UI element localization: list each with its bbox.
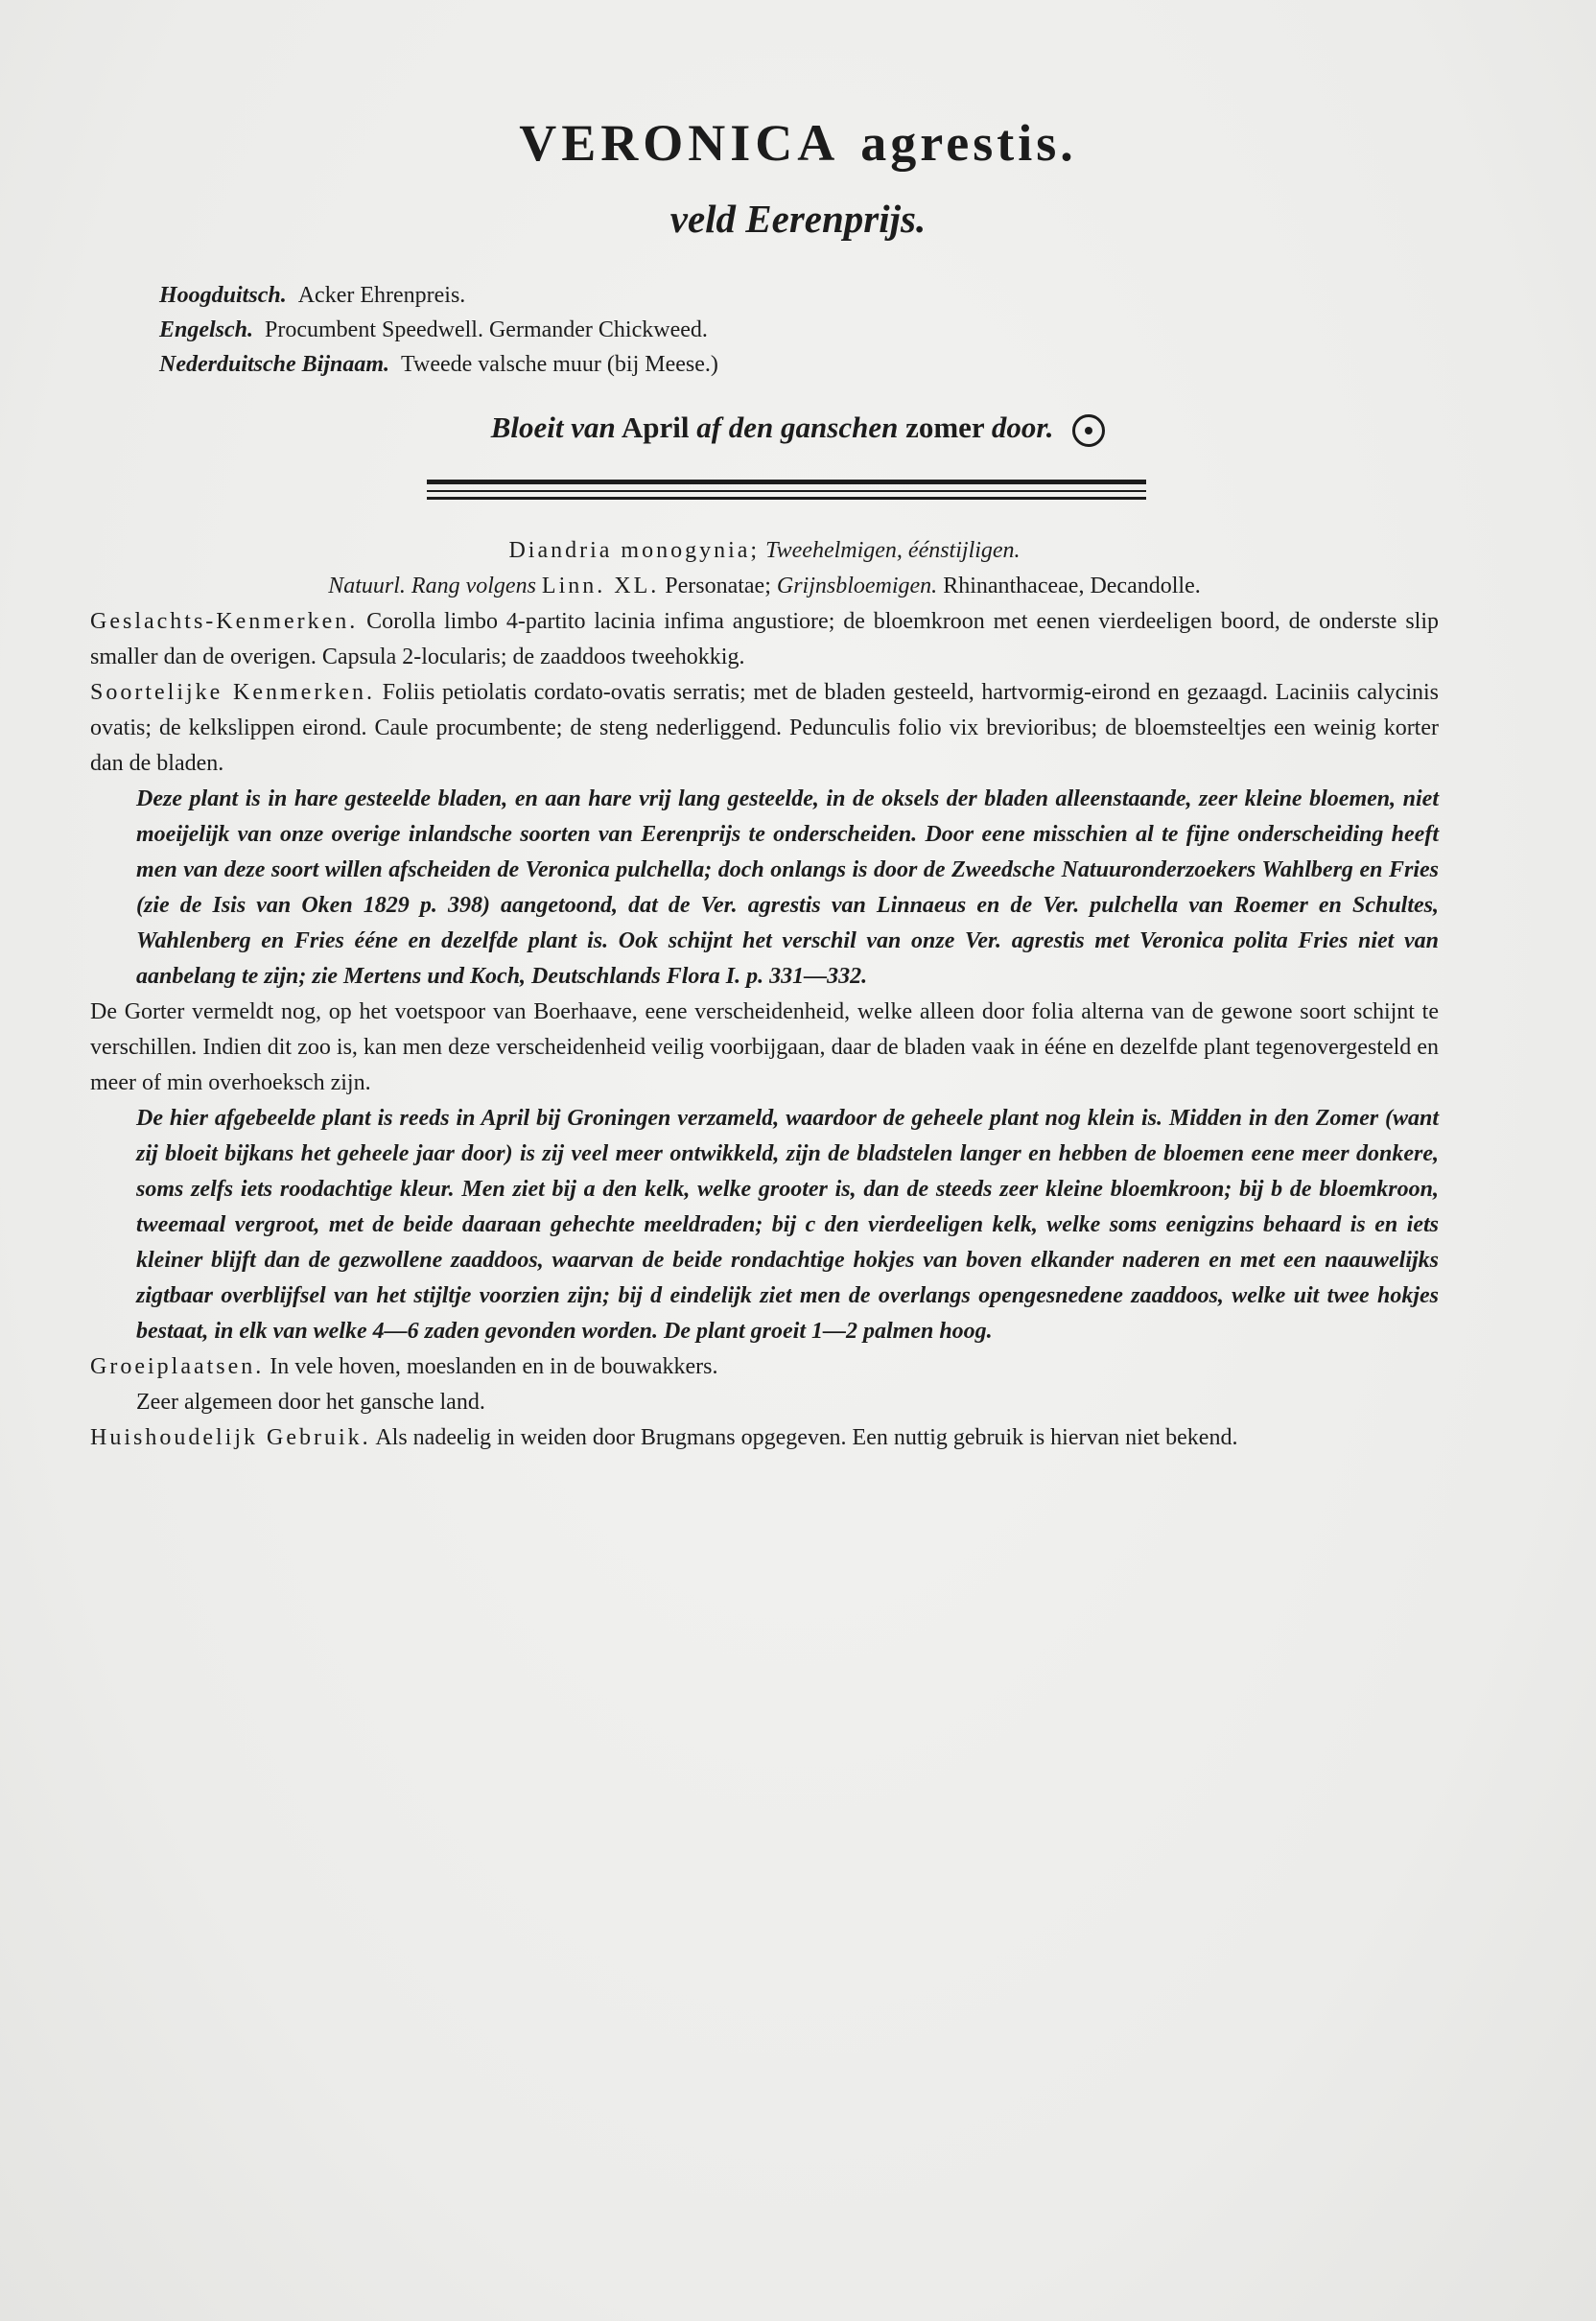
bloom-period bbox=[0, 410, 1596, 447]
bloom-word: zomer bbox=[905, 410, 985, 444]
name-value: Acker Ehrenpreis. bbox=[297, 283, 466, 308]
bloom-month: April bbox=[621, 410, 690, 444]
name-language: Engelsch. bbox=[159, 317, 254, 342]
gorter-paragraph: De Gorter vermeldt nog, op het voetspoor van Boerhaave, eene verscheidenheid, welke alleen door folia alterna van de gewone soort schijnt te verschillen. Indien dit zoo is, kan men deze verscheidenheid veilig voorbijgaan, daar de bladen vaak in ééne en dezelfde plant tegenovergesteld en meer of min overhoeksch zijn. bbox=[90, 999, 1439, 1095]
habitat-text: In vele hoven, moeslanden en in de bouwakkers. bbox=[270, 1354, 718, 1379]
rank-name: Personatae; bbox=[665, 574, 771, 598]
species-characters bbox=[90, 675, 1439, 782]
name-value: Tweede valsche muur (bij Meese.) bbox=[401, 352, 718, 377]
species-characters-lead: Soortelijke Kenmerken. bbox=[90, 680, 375, 705]
annual-symbol-icon bbox=[1072, 414, 1105, 447]
title-genus: VERONICA bbox=[519, 114, 840, 172]
notes-paragraph: Deze plant is in hare gesteelde bladen, en aan hare vrij lang gesteelde, in de oksels der bladen alleenstaande, zeer kleine bloemen, niet moeijelijk van onze overige inlandsche soorten van Eerenprijs te onderscheiden. Door eene misschien al te fijne onderscheiding heeft men van deze soort willen afscheiden de Veronica pulchella; doch onlangs is door de Zweedsche Natuuronderzoekers Wahlberg en Fries (zie de Isis van Oken 1829 p. 398) aangetoond, dat de Ver. agrestis van Linnaeus en de Ver. pulchella van Roemer en Schultes, Wahlenberg en Fries ééne en dezelfde plant is. Ook schijnt het verschil van onze Ver. agrestis met Veronica polita Fries niet van aanbelang te zijn; zie Mertens und Koch, Deutschlands Flora I. p. 331—332. bbox=[136, 786, 1439, 989]
household-use-text: Als nadeelig in weiden door Brugmans opgegeven. Een nuttig gebruik is hiervan niet bekend. bbox=[375, 1425, 1238, 1450]
rank-end: Rhinanthaceae, Decandolle. bbox=[943, 574, 1201, 598]
page-title bbox=[0, 113, 1596, 173]
bloom-prefix: Bloeit van bbox=[490, 410, 616, 444]
habitat bbox=[90, 1349, 1439, 1385]
divider-rule bbox=[427, 480, 1146, 484]
household-use bbox=[90, 1420, 1439, 1456]
classification-lead: Diandria monogynia; bbox=[508, 538, 761, 563]
figure-description: De hier afgebeelde plant is reeds in April bij Groningen verzameld, waardoor de geheele plant nog klein is. Midden in den Zomer (want zij bloeit bijkans het geheele jaar door) is zij veel meer ontwikkeld, zijn de bladstelen langer en hebben de bloemen eene meer donkere, soms zelfs iets roodachtige kleur. Men ziet bij a den kelk, welke grooter is, dan de steeds zeer kleine bloemkroon; bij b de bloemkroon, tweemaal vergroot, met de beide daaraan gehechte meeldraden; bij c den vierdeeligen kelk, welke soms eenigzins behaard is en iets kleiner blijft dan de gezwollene zaaddoos, waarvan de beide rondachtige hokjes van boven elkander naderen en met een naauwelijks zigtbaar overblijfsel van het stijltje voorzien zijn; bij d eindelijk ziet men de overlangs opengesnedene zaaddoos, welke uit twee hokjes bestaat, in elk van welke 4—6 zaden gevonden worden. De plant groeit 1—2 palmen hoog. bbox=[136, 1106, 1439, 1344]
page-subtitle: veld Eerenprijs. bbox=[669, 197, 927, 241]
habitat-lead: Groeiplaatsen. bbox=[90, 1354, 265, 1379]
rank-linn: Linn. XL. bbox=[541, 574, 660, 598]
rank-lead: Natuurl. Rang volgens bbox=[328, 574, 536, 598]
frequency: Zeer algemeen door het gansche land. bbox=[136, 1390, 485, 1415]
vernacular-names bbox=[159, 278, 718, 382]
bloom-mid: af den ganschen bbox=[696, 410, 899, 444]
title-species: agrestis. bbox=[860, 114, 1077, 172]
name-language: Hoogduitsch. bbox=[159, 283, 287, 308]
rank-dutch: Grijnsbloemigen. bbox=[776, 574, 938, 598]
body-text bbox=[90, 533, 1439, 1456]
classification-dutch: Tweehelmigen, éénstijligen. bbox=[765, 538, 1021, 563]
name-value: Procumbent Speedwell. Germander Chickweed. bbox=[265, 317, 708, 342]
divider-rule bbox=[427, 497, 1146, 500]
classification-line bbox=[90, 533, 1439, 569]
name-language: Nederduitsche Bijnaam. bbox=[159, 352, 390, 377]
name-row bbox=[159, 278, 718, 313]
genus-characters-lead: Geslachts-Kenmerken. bbox=[90, 609, 359, 634]
name-row bbox=[159, 313, 718, 347]
name-row bbox=[159, 347, 718, 382]
household-use-lead: Huishoudelijk Gebruik. bbox=[90, 1425, 371, 1450]
bloom-end: door. bbox=[991, 410, 1054, 444]
natural-rank-line bbox=[90, 569, 1439, 604]
genus-characters-text: Corolla limbo 4-partito lacinia infima angustiore; de bloemkroon met eenen vierdeeligen boord, de onderste slip smaller dan de overigen. Capsula 2-locularis; de zaaddoos tweehokkig. bbox=[90, 609, 1439, 669]
divider-rule bbox=[427, 490, 1146, 492]
species-characters-text: Foliis petiolatis cordato-ovatis serratis; met de bladen gesteeld, hartvormig-eirond en gezaagd. Laciniis calycinis ovatis; de kelkslippen eirond. Caule procumbente; de steng nederliggend. Pedunculis folio vix brevioribus; de bloemsteeltjes een weinig korter dan de bladen. bbox=[90, 680, 1440, 776]
genus-characters bbox=[90, 604, 1439, 675]
